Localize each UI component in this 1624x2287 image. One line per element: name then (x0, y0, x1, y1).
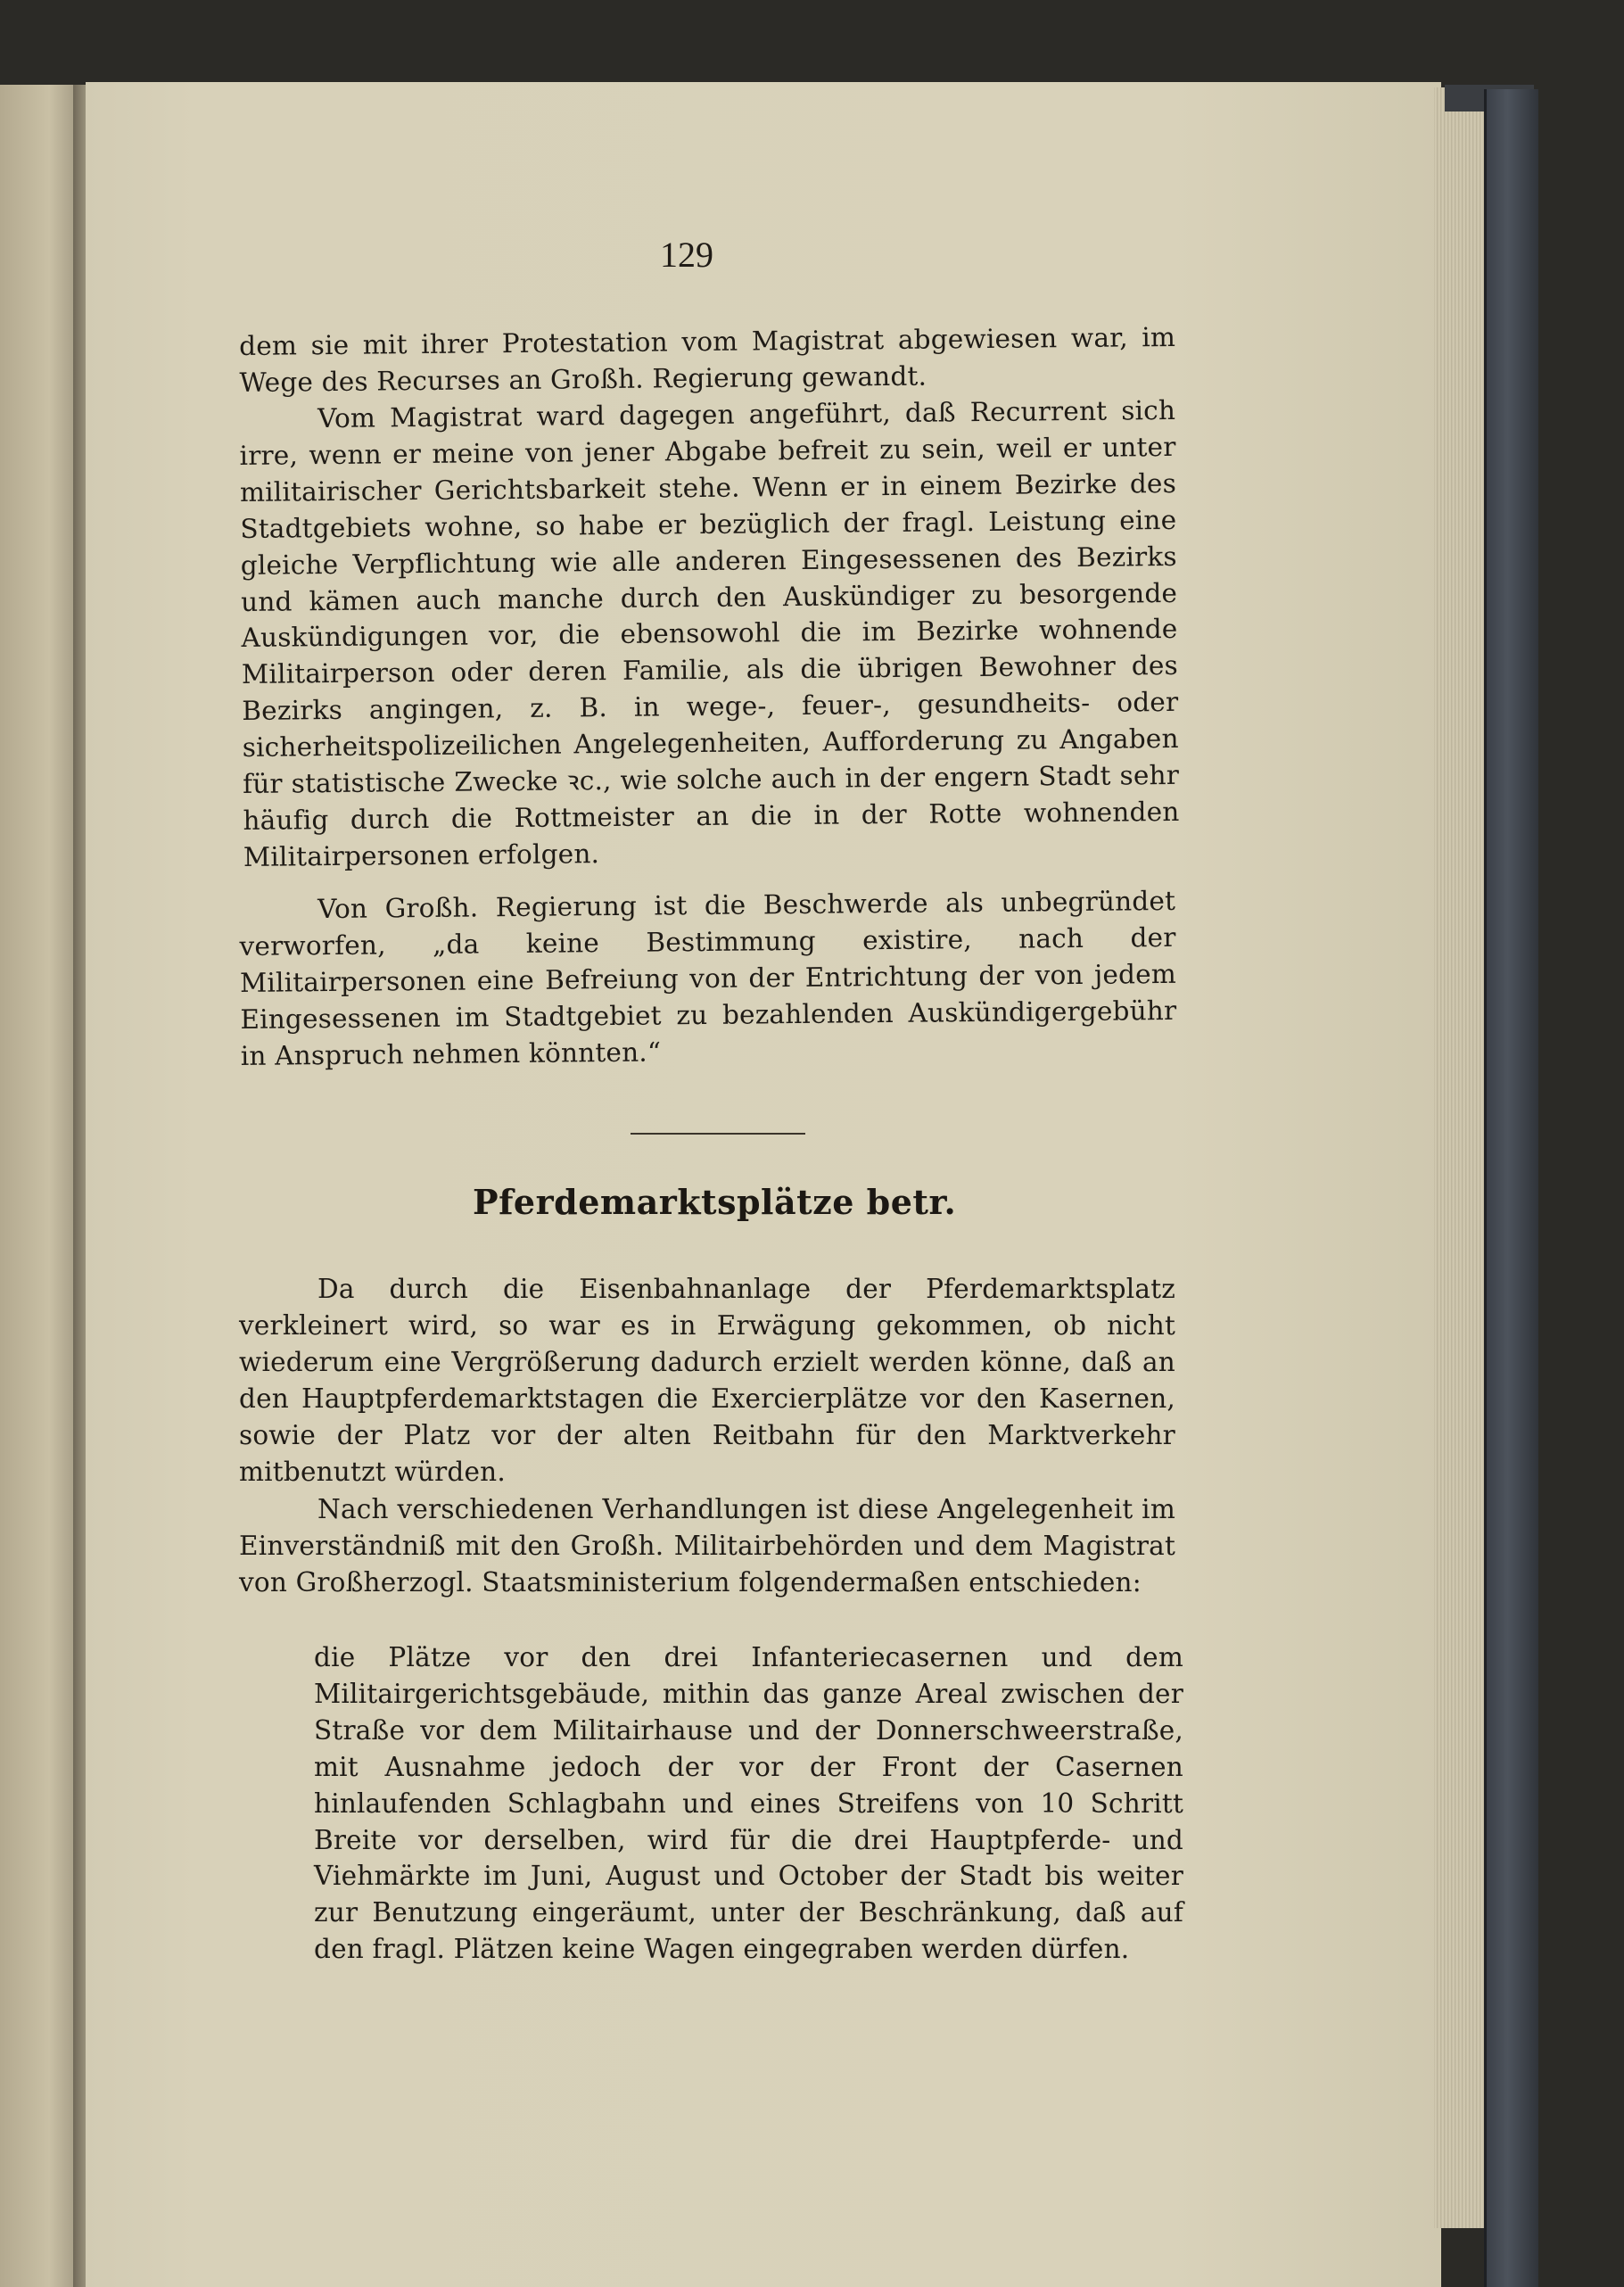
paragraph-verhandlungen: Nach verschiedenen Verhandlungen ist diese Angelegenheit im Einverständniß mit den Großh. Militairbehörden und dem Magistrat von Großherzogl. Staatsministerium folgendermaßen entschieden: (239, 1494, 1175, 1598)
section-heading: Pferdemarktsplätze betr. (473, 1182, 957, 1222)
paragraph-regierung: Von Großh. Regierung ist die Beschwerde als unbegründet verworfen, „da keine Bestimmung existire, nach der Militairpersonen eine Befreiung von der Entrichtung der von jedem Eingesessenen im Stadtgebiet zu bezahlenden Auskündigergebühr in Anspruch nehmen könnten.“ (239, 885, 1177, 1071)
paragraph-decision: die Plätze vor den drei Infanteriecasernen und dem Militairgerichtsgebäude, mithin das ganze Areal zwischen der Straße vor dem Militairhause und der Donnerschweerstraße, mit Ausnahme jedoch der vor der Front der Casernen hinlaufenden Schlagbahn und eines Streifens von 10 Schritt Breite vor derselben, wird für die drei Hauptpferde- und Viehmärkte im Juni, August und October der Stadt bis weiter zur Benutzung eingeräumt, unter der Beschränkung, daß auf den fragl. Plätzen keine Wagen eingegraben werden dürfen. (314, 1642, 1183, 1965)
paragraph-continuation: dem sie mit ihrer Protestation vom Magistrat abgewiesen war, im Wege des Recurses an Großh. Regierung gewandt. (239, 321, 1176, 398)
left-page-edge (0, 85, 82, 2287)
book-cover (1484, 89, 1538, 2287)
paragraph-eisenbahn: Da durch die Eisenbahnanlage der Pferdemarktsplatz verkleinert wird, so war es in Erwägung gekommen, ob nicht wiederum eine Vergrößerung dadurch erzielt werden könne, daß an den Hauptpferdemarktstagen die Exercierplätze vor den Kasernen, sowie der Platz vor der alten Reitbahn für den Marktverkehr mitbenutzt würden. (239, 1274, 1175, 1487)
paragraph-magistrat: Vom Magistrat ward dagegen angeführt, daß Recurrent sich irre, wenn er meine von jener Abgabe befreit zu sein, weil er unter militairischer Gerichtsbarkeit stehe. Wenn er in einem Bezirke des Stadtgebiets wohne, so habe er bezüglich der fragl. Leistung eine gleiche Verpflichtung wie alle anderen Eingesessenen des Bezirks und kämen auch manche durch den Auskündiger zu besorgende Auskündigungen vor, die ebensowohl die im Bezirke wohnende Militairperson oder deren Familie, als die übrigen Bewohner des Bezirks angingen, z. B. in wege-, feuer-, gesundheits- oder sicherheitspolizeilichen Angelegenheiten, Aufforderung zu Angaben für statistische Zwecke ꝛc., wie solche auch in der engern Stadt sehr häufig durch die Rottmeister an die in der Rotte wohnenden Militairpersonen erfolgen. (239, 394, 1180, 872)
page-number: 129 (660, 235, 713, 275)
section-divider (631, 1133, 805, 1135)
page-edges (1434, 87, 1488, 2228)
